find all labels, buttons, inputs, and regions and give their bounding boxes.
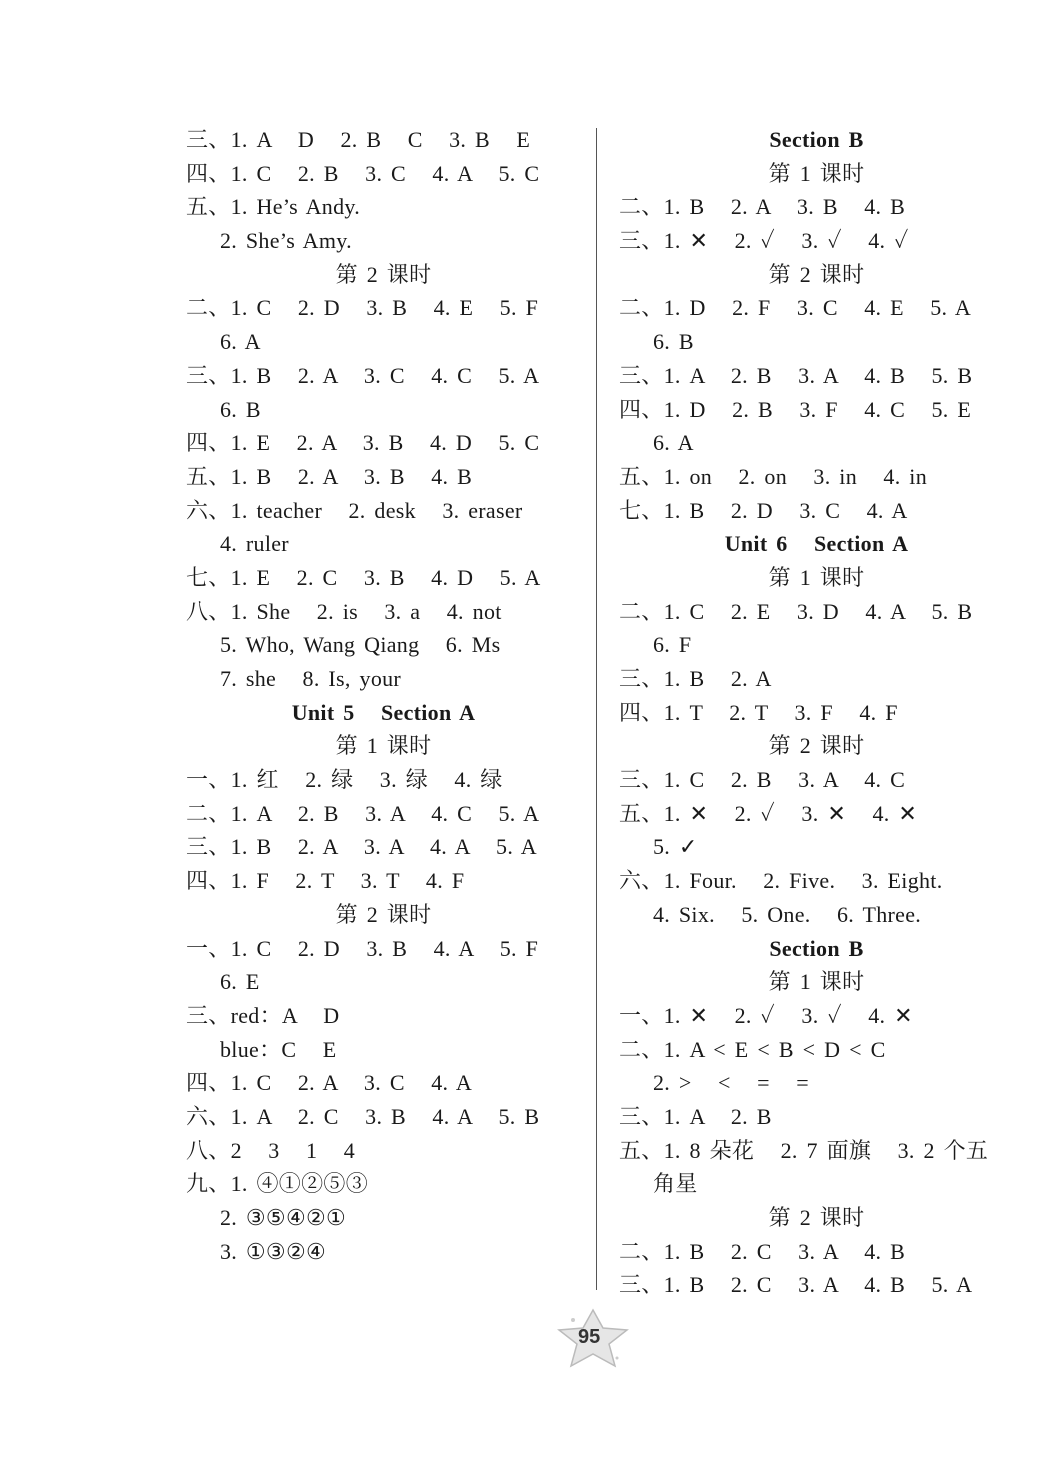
lesson-heading: 第 2 课时 <box>768 261 865 287</box>
answer-line: 九、1. ④①②⑤③ <box>186 1171 369 1197</box>
lesson-heading: 第 1 课时 <box>768 564 865 590</box>
answer-line: 四、1. C 2. A 3. C 4. A <box>186 1070 473 1096</box>
lesson-heading: 第 2 课时 <box>768 733 865 759</box>
answer-line: 三、1. A D 2. B C 3. B E <box>186 127 531 152</box>
answer-line: 三、1. B 2. A 3. A 4. A 5. A <box>186 834 537 860</box>
lesson-heading: 第 2 课时 <box>768 1205 865 1230</box>
answer-line: 二、1. B 2. C 3. A 4. B <box>619 1238 906 1264</box>
answer-line: 四、1. F 2. T 3. T 4. F <box>186 868 465 894</box>
answer-continuation-line: 6. B <box>220 396 261 422</box>
answer-line: 三、1. A 2. B 3. A 4. B 5. B <box>619 362 973 388</box>
answer-line: 五、1. ✕ 2. ✓ 3. ✕ 4. ✕ <box>619 800 918 826</box>
right-answer-column <box>619 123 1014 1302</box>
left-answer-column <box>186 123 581 1268</box>
answer-line: 一、1. 红 2. 绿 3. 绿 4. 绿 <box>186 767 503 793</box>
answer-continuation-line: 5. ✓ <box>653 834 698 860</box>
answer-continuation-line: 6. F <box>653 632 692 658</box>
answer-line: 七、1. E 2. C 3. B 4. D 5. A <box>186 564 541 590</box>
lesson-heading: 第 1 课时 <box>768 969 865 995</box>
answer-line: 三、1. ✕ 2. ✓ 3. ✓ 4. ✓ <box>619 228 909 254</box>
lesson-heading: 第 2 课时 <box>335 901 432 927</box>
lesson-heading: 第 1 课时 <box>335 733 432 759</box>
answer-line: 三、1. C 2. B 3. A 4. C <box>619 767 906 793</box>
answer-line: 一、1. C 2. D 3. B 4. A 5. F <box>186 935 539 961</box>
answer-continuation-line: 2. She’s Amy. <box>220 228 352 254</box>
answer-line: 二、1. D 2. F 3. C 4. E 5. A <box>619 295 972 321</box>
answer-line: 五、1. B 2. A 3. B 4. B <box>186 463 473 489</box>
answer-line: 二、1. C 2. E 3. D 4. A 5. B <box>619 598 973 624</box>
answer-continuation-line: 3. ①③②④ <box>220 1238 326 1264</box>
answer-line: 四、1. D 2. B 3. F 4. C 5. E <box>619 396 972 422</box>
answer-continuation-line: 6. E <box>220 969 260 995</box>
answer-line: 五、1. 8 朵花 2. 7 面旗 3. 2 个五 <box>619 1137 989 1163</box>
unit-section-heading: Section B <box>769 127 864 152</box>
answer-line: 三、1. B 2. C 3. A 4. B 5. A <box>619 1272 973 1298</box>
answer-continuation-line: 5. Who, Wang Qiang 6. Ms <box>220 632 501 658</box>
answer-line: 五、1. on 2. on 3. in 4. in <box>619 463 928 489</box>
answer-line: 二、1. C 2. D 3. B 4. E 5. F <box>186 295 539 321</box>
answer-continuation-line: 7. she 8. Is, your <box>220 666 402 691</box>
answer-continuation-line: 2. > < = = <box>653 1070 809 1096</box>
unit-section-heading: Unit 6 Section A <box>724 531 909 557</box>
answer-continuation-line: 6. A <box>653 430 694 456</box>
answer-line: 三、1. B 2. A 3. C 4. C 5. A <box>186 362 540 388</box>
answer-line: 六、1. teacher 2. desk 3. eraser <box>186 497 523 523</box>
answer-continuation-line: 6. B <box>653 329 694 355</box>
answer-continuation-line: 2. ③⑤④②① <box>220 1205 347 1230</box>
answer-line: 五、1. He’s Andy. <box>186 194 361 220</box>
lesson-heading: 第 2 课时 <box>335 261 432 287</box>
answer-line: 一、1. ✕ 2. ✓ 3. ✓ 4. ✕ <box>619 1002 913 1028</box>
answer-line: 二、1. A 2. B 3. A 4. C 5. A <box>186 800 540 826</box>
unit-section-heading: Unit 5 Section A <box>291 699 476 725</box>
answer-line: 四、1. T 2. T 3. F 4. F <box>619 699 898 725</box>
answer-line: 三、1. A 2. B <box>619 1103 772 1129</box>
answer-line: 四、1. E 2. A 3. B 4. D 5. C <box>186 430 540 456</box>
answer-line: 二、1. B 2. A 3. B 4. B <box>619 194 906 220</box>
answer-line: 四、1. C 2. B 3. C 4. A 5. C <box>186 160 540 186</box>
answer-line: 八、2 3 1 4 <box>186 1137 355 1163</box>
page-number: 95 <box>578 1326 601 1348</box>
column-divider <box>596 128 597 1290</box>
unit-section-heading: Section B <box>769 935 864 961</box>
answer-line: 七、1. B 2. D 3. C 4. A <box>619 497 908 523</box>
answer-line: 三、1. B 2. A <box>619 666 772 691</box>
lesson-heading: 第 1 课时 <box>768 160 865 186</box>
answer-continuation-line: 4. Six. 5. One. 6. Three. <box>653 901 922 927</box>
answer-line: 三、red：A D <box>186 1002 340 1028</box>
answer-continuation-line: blue：C E <box>220 1036 337 1062</box>
answer-line: 六、1. A 2. C 3. B 4. A 5. B <box>186 1103 540 1129</box>
answer-line: 八、1. She 2. is 3. a 4. not <box>186 598 502 624</box>
answer-continuation-line: 角星 <box>653 1171 698 1197</box>
answer-line: 六、1. Four. 2. Five. 3. Eight. <box>619 868 943 894</box>
answer-continuation-line: 6. A <box>220 329 261 355</box>
answer-line: 二、1. A < E < B < D < C <box>619 1036 886 1062</box>
answer-continuation-line: 4. ruler <box>220 531 289 557</box>
